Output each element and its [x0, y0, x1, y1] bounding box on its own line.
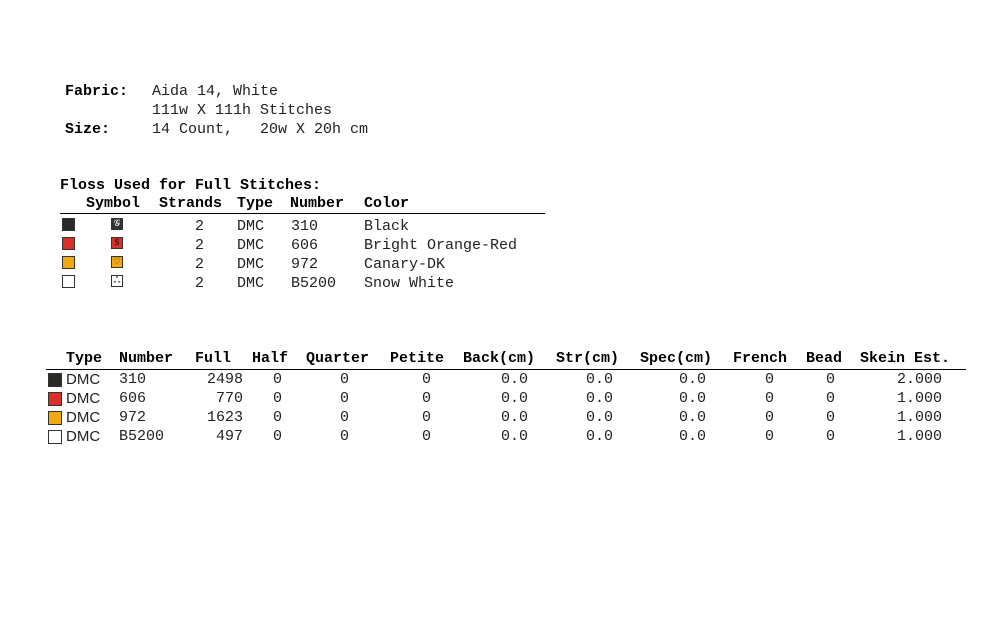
floss-number: B5200 — [291, 275, 337, 292]
summary-cell-french: 0 — [765, 390, 775, 407]
summary-header-half: Half — [252, 350, 289, 367]
stitches-value: 111w X 111h Stitches — [152, 102, 333, 119]
floss-header-symbol: Symbol — [86, 195, 141, 212]
summary-cell-str: 0.0 — [585, 371, 613, 388]
floss-color-name: Snow White — [364, 275, 455, 292]
summary-cell-back: 0.0 — [500, 409, 528, 426]
size-value: 14 Count, 20w X 20h cm — [152, 121, 369, 138]
floss-number: 310 — [291, 218, 319, 235]
summary-cell-bead: 0 — [826, 428, 836, 445]
summary-cell-type: DMC — [66, 371, 101, 388]
summary-header-spec: Spec(cm) — [640, 350, 713, 367]
summary-cell-quarter: 0 — [340, 428, 350, 445]
summary-cell-type: DMC — [66, 390, 101, 407]
summary-cell-bead: 0 — [826, 371, 836, 388]
summary-cell-back: 0.0 — [500, 390, 528, 407]
floss-header-type: Type — [237, 195, 274, 212]
summary-header-full: Full — [195, 350, 232, 367]
floss-section-title: Floss Used for Full Stitches: — [60, 177, 322, 194]
floss-color-swatch — [62, 275, 75, 288]
summary-cell-quarter: 0 — [340, 371, 350, 388]
summary-color-swatch — [48, 430, 62, 444]
floss-header-number: Number — [290, 195, 345, 212]
summary-cell-skein-est: 1.000 — [896, 409, 942, 426]
summary-header-french: French — [733, 350, 788, 367]
summary-cell-full: 2498 — [206, 371, 243, 388]
summary-header-back: Back(cm) — [463, 350, 536, 367]
floss-header-strands: Strands — [159, 195, 223, 212]
floss-number: 606 — [291, 237, 319, 254]
summary-cell-petite: 0 — [422, 371, 432, 388]
floss-color-name: Black — [364, 218, 410, 235]
summary-header-type: Type — [66, 350, 103, 367]
floss-color-swatch — [62, 237, 75, 250]
summary-header-number: Number — [119, 350, 174, 367]
summary-cell-type: DMC — [66, 428, 101, 445]
summary-cell-str: 0.0 — [585, 409, 613, 426]
fabric-label: Fabric: — [65, 83, 129, 100]
summary-color-swatch — [48, 411, 62, 425]
floss-number: 972 — [291, 256, 319, 273]
summary-cell-skein-est: 1.000 — [896, 390, 942, 407]
summary-header-str: Str(cm) — [556, 350, 620, 367]
summary-cell-spec: 0.0 — [678, 428, 706, 445]
summary-cell-spec: 0.0 — [678, 390, 706, 407]
summary-color-swatch — [48, 373, 62, 387]
summary-cell-petite: 0 — [422, 409, 432, 426]
summary-cell-str: 0.0 — [585, 390, 613, 407]
floss-type: DMC — [237, 275, 265, 292]
summary-header-petite: Petite — [390, 350, 445, 367]
floss-strands: 2 — [194, 275, 204, 292]
summary-cell-full: 770 — [215, 390, 243, 407]
summary-cell-full: 1623 — [206, 409, 243, 426]
summary-cell-number: B5200 — [119, 428, 165, 445]
summary-cell-half: 0 — [273, 428, 283, 445]
summary-header-skein-est: Skein Est. — [860, 350, 951, 367]
floss-header-color: Color — [364, 195, 410, 212]
summary-cell-half: 0 — [273, 371, 283, 388]
floss-symbol-icon: ♡ — [112, 257, 122, 267]
floss-color-swatch — [62, 218, 75, 231]
summary-cell-type: DMC — [66, 409, 101, 426]
floss-color-swatch — [62, 256, 75, 269]
summary-cell-full: 497 — [215, 428, 243, 445]
summary-cell-skein-est: 2.000 — [896, 371, 942, 388]
floss-type: DMC — [237, 237, 265, 254]
summary-cell-half: 0 — [273, 390, 283, 407]
summary-cell-back: 0.0 — [500, 428, 528, 445]
summary-cell-spec: 0.0 — [678, 371, 706, 388]
floss-symbol-icon: $ — [111, 237, 123, 249]
summary-cell-str: 0.0 — [585, 428, 613, 445]
floss-type: DMC — [237, 218, 265, 235]
summary-cell-petite: 0 — [422, 428, 432, 445]
summary-cell-back: 0.0 — [500, 371, 528, 388]
summary-cell-spec: 0.0 — [678, 409, 706, 426]
floss-symbol-icon: 𝒢 — [111, 218, 123, 230]
summary-cell-bead: 0 — [826, 409, 836, 426]
summary-cell-french: 0 — [765, 409, 775, 426]
floss-type: DMC — [237, 256, 265, 273]
summary-cell-number: 972 — [119, 409, 147, 426]
summary-cell-half: 0 — [273, 409, 283, 426]
summary-header-quarter: Quarter — [306, 350, 370, 367]
summary-cell-number: 606 — [119, 390, 147, 407]
summary-color-swatch — [48, 392, 62, 406]
floss-color-name: Bright Orange-Red — [364, 237, 518, 254]
summary-cell-quarter: 0 — [340, 409, 350, 426]
size-label: Size: — [65, 121, 111, 138]
floss-symbol-icon: ஃ — [111, 275, 123, 287]
summary-cell-skein-est: 1.000 — [896, 428, 942, 445]
summary-cell-french: 0 — [765, 371, 775, 388]
summary-header-bead: Bead — [806, 350, 843, 367]
floss-header-rule — [60, 213, 545, 214]
floss-strands: 2 — [194, 256, 204, 273]
summary-cell-petite: 0 — [422, 390, 432, 407]
floss-strands: 2 — [194, 237, 204, 254]
floss-strands: 2 — [194, 218, 204, 235]
summary-cell-french: 0 — [765, 428, 775, 445]
summary-cell-quarter: 0 — [340, 390, 350, 407]
summary-cell-number: 310 — [119, 371, 147, 388]
floss-color-name: Canary-DK — [364, 256, 446, 273]
summary-cell-bead: 0 — [826, 390, 836, 407]
fabric-value: Aida 14, White — [152, 83, 279, 100]
